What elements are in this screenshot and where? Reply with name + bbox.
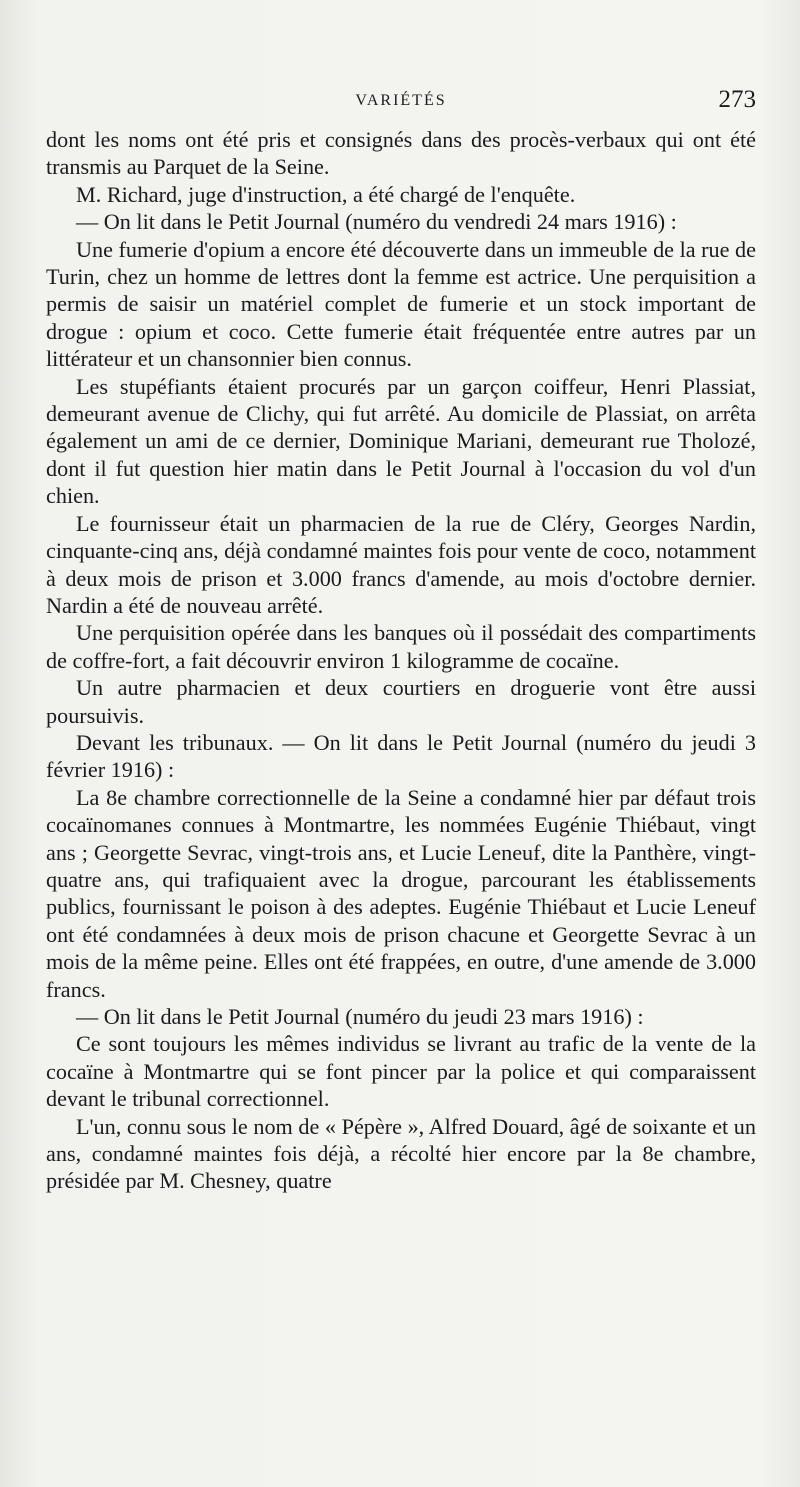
- paragraph: — On lit dans le Petit Journal (numéro du vendredi 24 mars 1916) :: [76, 209, 677, 235]
- body-text: [46, 126, 756, 1195]
- paragraph: dont les noms ont été pris et consignés dans des procès-verbaux qui ont été transmis au Parquet de la Seine.: [46, 127, 756, 180]
- paragraph: Le fournisseur était un pharmacien de la rue de Cléry, Georges Nardin, cinquante-cinq ans, déjà condamné maintes fois pour vente de coco, notamment à deux mois de prison et 3.000 francs d'amende, au mois d'octobre dernier. Nardin a été de nouveau arrêté.: [46, 510, 756, 618]
- paragraph: Ce sont toujours les mêmes individus se livrant au trafic de la vente de la cocaïne à Montmartre qui se font pincer par la police et qui comparaissent devant le tribunal correctionnel.: [46, 1031, 756, 1112]
- paragraph: M. Richard, juge d'instruction, a été chargé de l'enquête.: [76, 181, 576, 207]
- paragraph: La 8e chambre correctionnelle de la Seine a condamné hier par défaut trois cocaïnomanes connues à Montmartre, les nommées Eugénie Thiébaut, vingt ans ; Georgette Sevrac, vingt-trois ans, et Lucie Leneuf, dite la Panthère, vingt-quatre ans, qui trafiquaient avec la drogue, parcourant les établissements publics, fournissant le poison à des adeptes. Eugénie Thiébaut et Lucie Leneuf ont été condamnées à deux mois de prison chacune et Georgette Sevrac à un mois de la même peine. Elles ont été frappées, en outre, d'une amende de 3.000 francs.: [46, 784, 756, 1002]
- paragraph: Devant les tribunaux. — On lit dans le Petit Journal (numéro du jeudi 3 février 1916) :: [46, 729, 756, 783]
- paragraph: Les stupéfiants étaient procurés par un garçon coiffeur, Henri Plassiat, demeurant avenue de Clichy, qui fut arrêté. Au domicile de Plassiat, on arrêta également un ami de ce dernier, Dominique Mariani, demeurant rue Tholozé, dont il fut question hier matin dans le Petit Journal à l'occasion du vol d'un chien.: [46, 373, 756, 509]
- running-head: VARIÉTÉS: [355, 92, 447, 109]
- paragraph: Une perquisition opérée dans les banques où il possédait des compartiments de coffre-fort, a fait découvrir environ 1 kilogramme de cocaïne.: [46, 620, 756, 673]
- paragraph: L'un, connu sous le nom de « Pépère », Alfred Douard, âgé de soixante et un ans, condamné maintes fois déjà, a récolté hier encore par la 8e chambre, présidée par M. Chesney, quatre: [46, 1113, 756, 1194]
- paragraph: Un autre pharmacien et deux courtiers en droguerie vont être aussi poursuivis.: [46, 675, 756, 728]
- page-number: 273: [718, 86, 756, 113]
- paragraph: Une fumerie d'opium a encore été découverte dans un immeuble de la rue de Turin, chez un homme de lettres dont la femme est actrice. Une perquisition a permis de saisir un matériel complet de fumerie et un stock important de drogue : opium et coco. Cette fumerie était fréquentée entre autres par un littérateur et un chansonnier bien connus.: [46, 236, 756, 372]
- page-header: [46, 86, 756, 120]
- paragraph: — On lit dans le Petit Journal (numéro du jeudi 23 mars 1916) :: [76, 1004, 644, 1029]
